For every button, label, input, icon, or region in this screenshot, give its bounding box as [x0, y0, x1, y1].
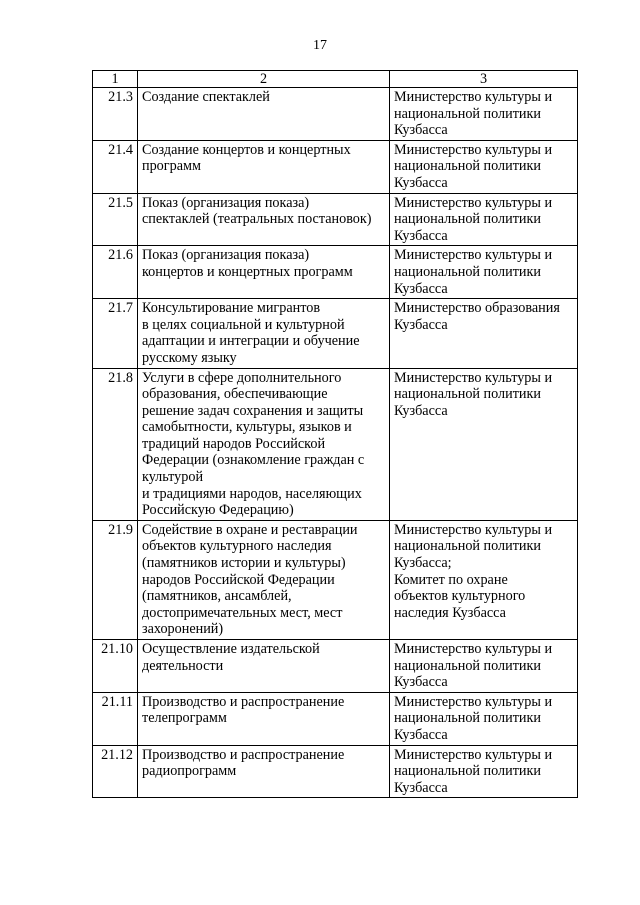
- row-number: 21.8: [93, 368, 138, 520]
- row-number: 21.12: [93, 745, 138, 798]
- service-name: Производство и распространение телепрограмм: [138, 692, 390, 745]
- responsible-authority: Министерство культуры и национальной политики Кузбасса: [390, 368, 578, 520]
- column-header-3: 3: [390, 71, 578, 88]
- table-row: [93, 368, 578, 520]
- service-name: Услуги в сфере дополнительного образования, обеспечивающие решение задач сохранения и защиты самобытности, культуры, языков и традиций народов Российской Федерации (ознакомление граждан с культурой и традициями народов, населяющих Российскую Федерацию): [138, 368, 390, 520]
- responsible-authority: Министерство культуры и национальной политики Кузбасса; Комитет по охране объектов культурного наследия Кузбасса: [390, 520, 578, 639]
- responsible-authority: Министерство культуры и национальной политики Кузбасса: [390, 246, 578, 299]
- table-row: [93, 193, 578, 246]
- service-name: Показ (организация показа) спектаклей (театральных постановок): [138, 193, 390, 246]
- page-number: 17: [313, 38, 327, 53]
- responsible-authority: Министерство культуры и национальной политики Кузбасса: [390, 140, 578, 193]
- table-row: [93, 520, 578, 639]
- table-header-row: [93, 71, 578, 88]
- responsible-authority: Министерство культуры и национальной политики Кузбасса: [390, 88, 578, 141]
- services-table: [92, 70, 578, 798]
- row-number: 21.3: [93, 88, 138, 141]
- table-row: [93, 246, 578, 299]
- service-name: Производство и распространение радиопрограмм: [138, 745, 390, 798]
- column-header-1: 1: [93, 71, 138, 88]
- responsible-authority: Министерство культуры и национальной политики Кузбасса: [390, 193, 578, 246]
- row-number: 21.6: [93, 246, 138, 299]
- column-header-2: 2: [138, 71, 390, 88]
- responsible-authority: Министерство образования Кузбасса: [390, 299, 578, 368]
- row-number: 21.5: [93, 193, 138, 246]
- table-row: [93, 88, 578, 141]
- service-name: Содействие в охране и реставрации объектов культурного наследия (памятников истории и культуры) народов Российской Федерации (памятников, ансамблей, достопримечательных мест, мест захоронений): [138, 520, 390, 639]
- service-name: Создание концертов и концертных программ: [138, 140, 390, 193]
- table-row: [93, 640, 578, 693]
- responsible-authority: Министерство культуры и национальной политики Кузбасса: [390, 640, 578, 693]
- table-row: [93, 692, 578, 745]
- service-name: Консультирование мигрантов в целях социальной и культурной адаптации и интеграции и обучение русскому языку: [138, 299, 390, 368]
- service-name: Осуществление издательской деятельности: [138, 640, 390, 693]
- table-row: [93, 745, 578, 798]
- row-number: 21.4: [93, 140, 138, 193]
- row-number: 21.10: [93, 640, 138, 693]
- responsible-authority: Министерство культуры и национальной политики Кузбасса: [390, 692, 578, 745]
- row-number: 21.7: [93, 299, 138, 368]
- service-name: Создание спектаклей: [138, 88, 390, 141]
- table-row: [93, 140, 578, 193]
- responsible-authority: Министерство культуры и национальной политики Кузбасса: [390, 745, 578, 798]
- service-name: Показ (организация показа) концертов и концертных программ: [138, 246, 390, 299]
- table-row: [93, 299, 578, 368]
- row-number: 21.9: [93, 520, 138, 639]
- row-number: 21.11: [93, 692, 138, 745]
